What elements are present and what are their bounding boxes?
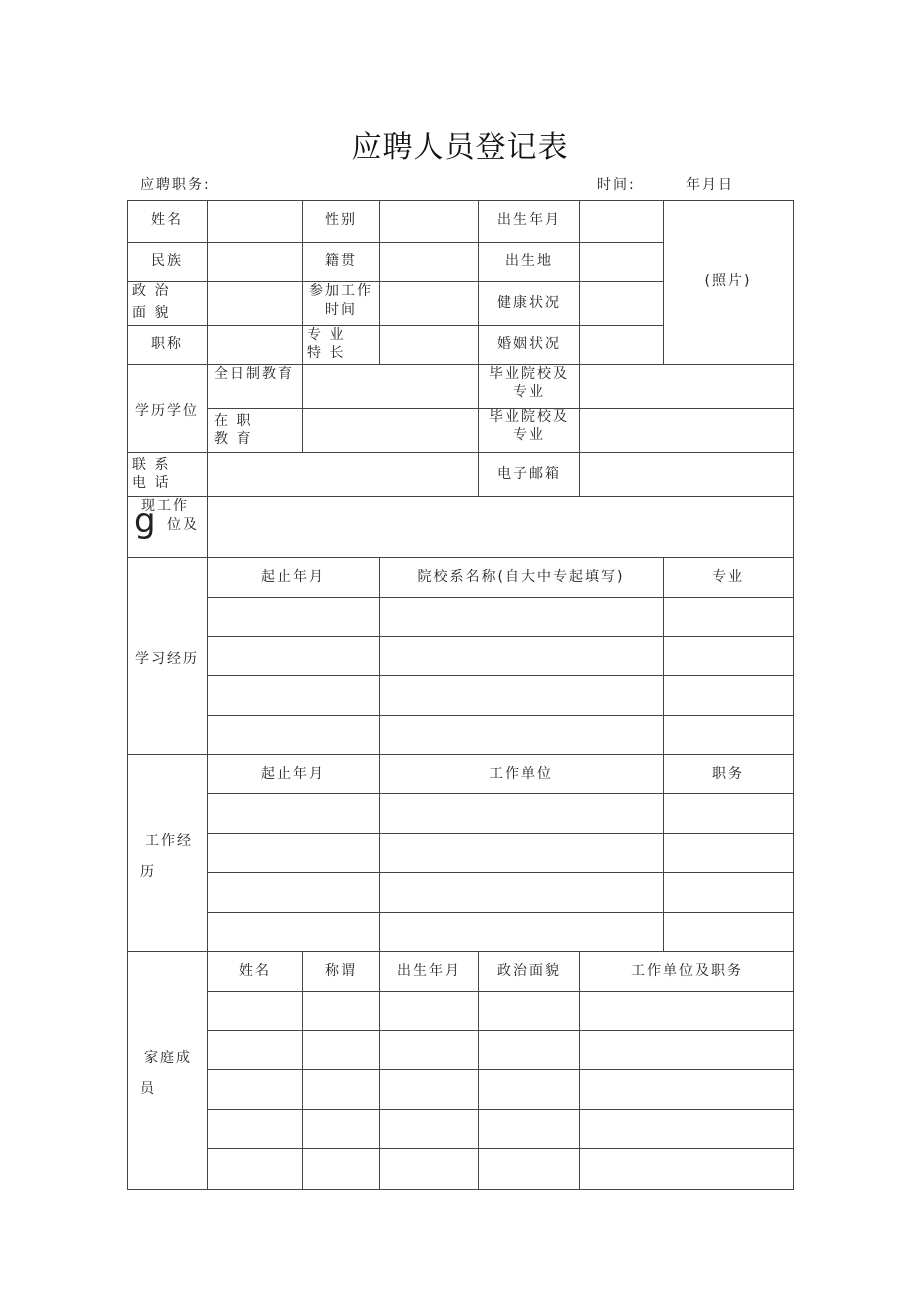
- current-work-label-line2: 位及: [167, 517, 199, 533]
- study-history-label: 学习经历: [135, 651, 199, 667]
- ethnicity-label: 民族: [151, 253, 183, 269]
- work-history-label-line1: 工作经: [145, 833, 193, 849]
- current-work-glyph: g: [134, 501, 156, 541]
- fulltime-school-label-line1: 毕业院校及: [489, 366, 569, 382]
- work-history-label-line2: 历: [140, 864, 156, 880]
- work-period-header: 起止年月: [261, 766, 325, 782]
- native-place-label: 籍贯: [325, 253, 357, 269]
- work-unit-header: 工作单位: [489, 766, 553, 782]
- inservice-education-label-line2: 教 育: [214, 431, 253, 447]
- study-school-header: 院校系名称(自大中专起填写): [417, 569, 625, 585]
- phone-label-line1: 联 系: [132, 457, 171, 473]
- political-status-label-line2: 面 貌: [132, 305, 171, 321]
- family-name-header: 姓名: [239, 963, 271, 979]
- family-political-header: 政治面貌: [497, 963, 561, 979]
- gender-label: 性别: [325, 212, 357, 228]
- inservice-education-label-line1: 在 职: [214, 413, 253, 429]
- family-members-label-line1: 家庭成: [144, 1050, 192, 1066]
- family-unit-post-header: 工作单位及职务: [631, 963, 743, 979]
- photo-placeholder: (照片): [704, 273, 752, 289]
- inservice-school-label-line2: 专业: [513, 427, 545, 443]
- study-major-header: 专业: [712, 569, 744, 585]
- family-members-label-line2: 员: [140, 1081, 156, 1097]
- family-birth-header: 出生年月: [397, 963, 461, 979]
- inservice-school-label-line1: 毕业院校及: [489, 409, 569, 425]
- current-work-label-line1: 现工作: [141, 498, 189, 514]
- date-placeholder: 年月日: [686, 177, 734, 193]
- table-grid: [127, 200, 794, 1190]
- birth-date-label: 出生年月: [497, 212, 561, 228]
- name-label: 姓名: [151, 212, 183, 228]
- fulltime-education-label: 全日制教育: [214, 366, 294, 382]
- health-label: 健康状况: [497, 295, 561, 311]
- phone-label-line2: 电 话: [132, 475, 171, 491]
- time-label: 时间:: [597, 177, 636, 193]
- political-status-label-line1: 政 治: [132, 283, 171, 299]
- marital-status-label: 婚姻状况: [497, 336, 561, 352]
- work-start-label-line1: 参加工作: [309, 283, 373, 299]
- specialty-label-line2: 特 长: [307, 345, 346, 361]
- form-title: 应聘人员登记表: [351, 130, 569, 165]
- work-start-label-line2: 时间: [325, 302, 357, 318]
- birthplace-label: 出生地: [505, 253, 553, 269]
- specialty-label-line1: 专 业: [307, 327, 346, 343]
- study-period-header: 起止年月: [261, 569, 325, 585]
- professional-title-label: 职称: [151, 336, 183, 352]
- family-relation-header: 称谓: [325, 963, 357, 979]
- email-label: 电子邮箱: [497, 466, 561, 482]
- position-applied-label: 应聘职务:: [140, 177, 211, 193]
- fulltime-school-label-line2: 专业: [513, 384, 545, 400]
- work-post-header: 职务: [712, 766, 744, 782]
- registration-form-table: [127, 200, 794, 1190]
- education-degree-label: 学历学位: [135, 403, 199, 419]
